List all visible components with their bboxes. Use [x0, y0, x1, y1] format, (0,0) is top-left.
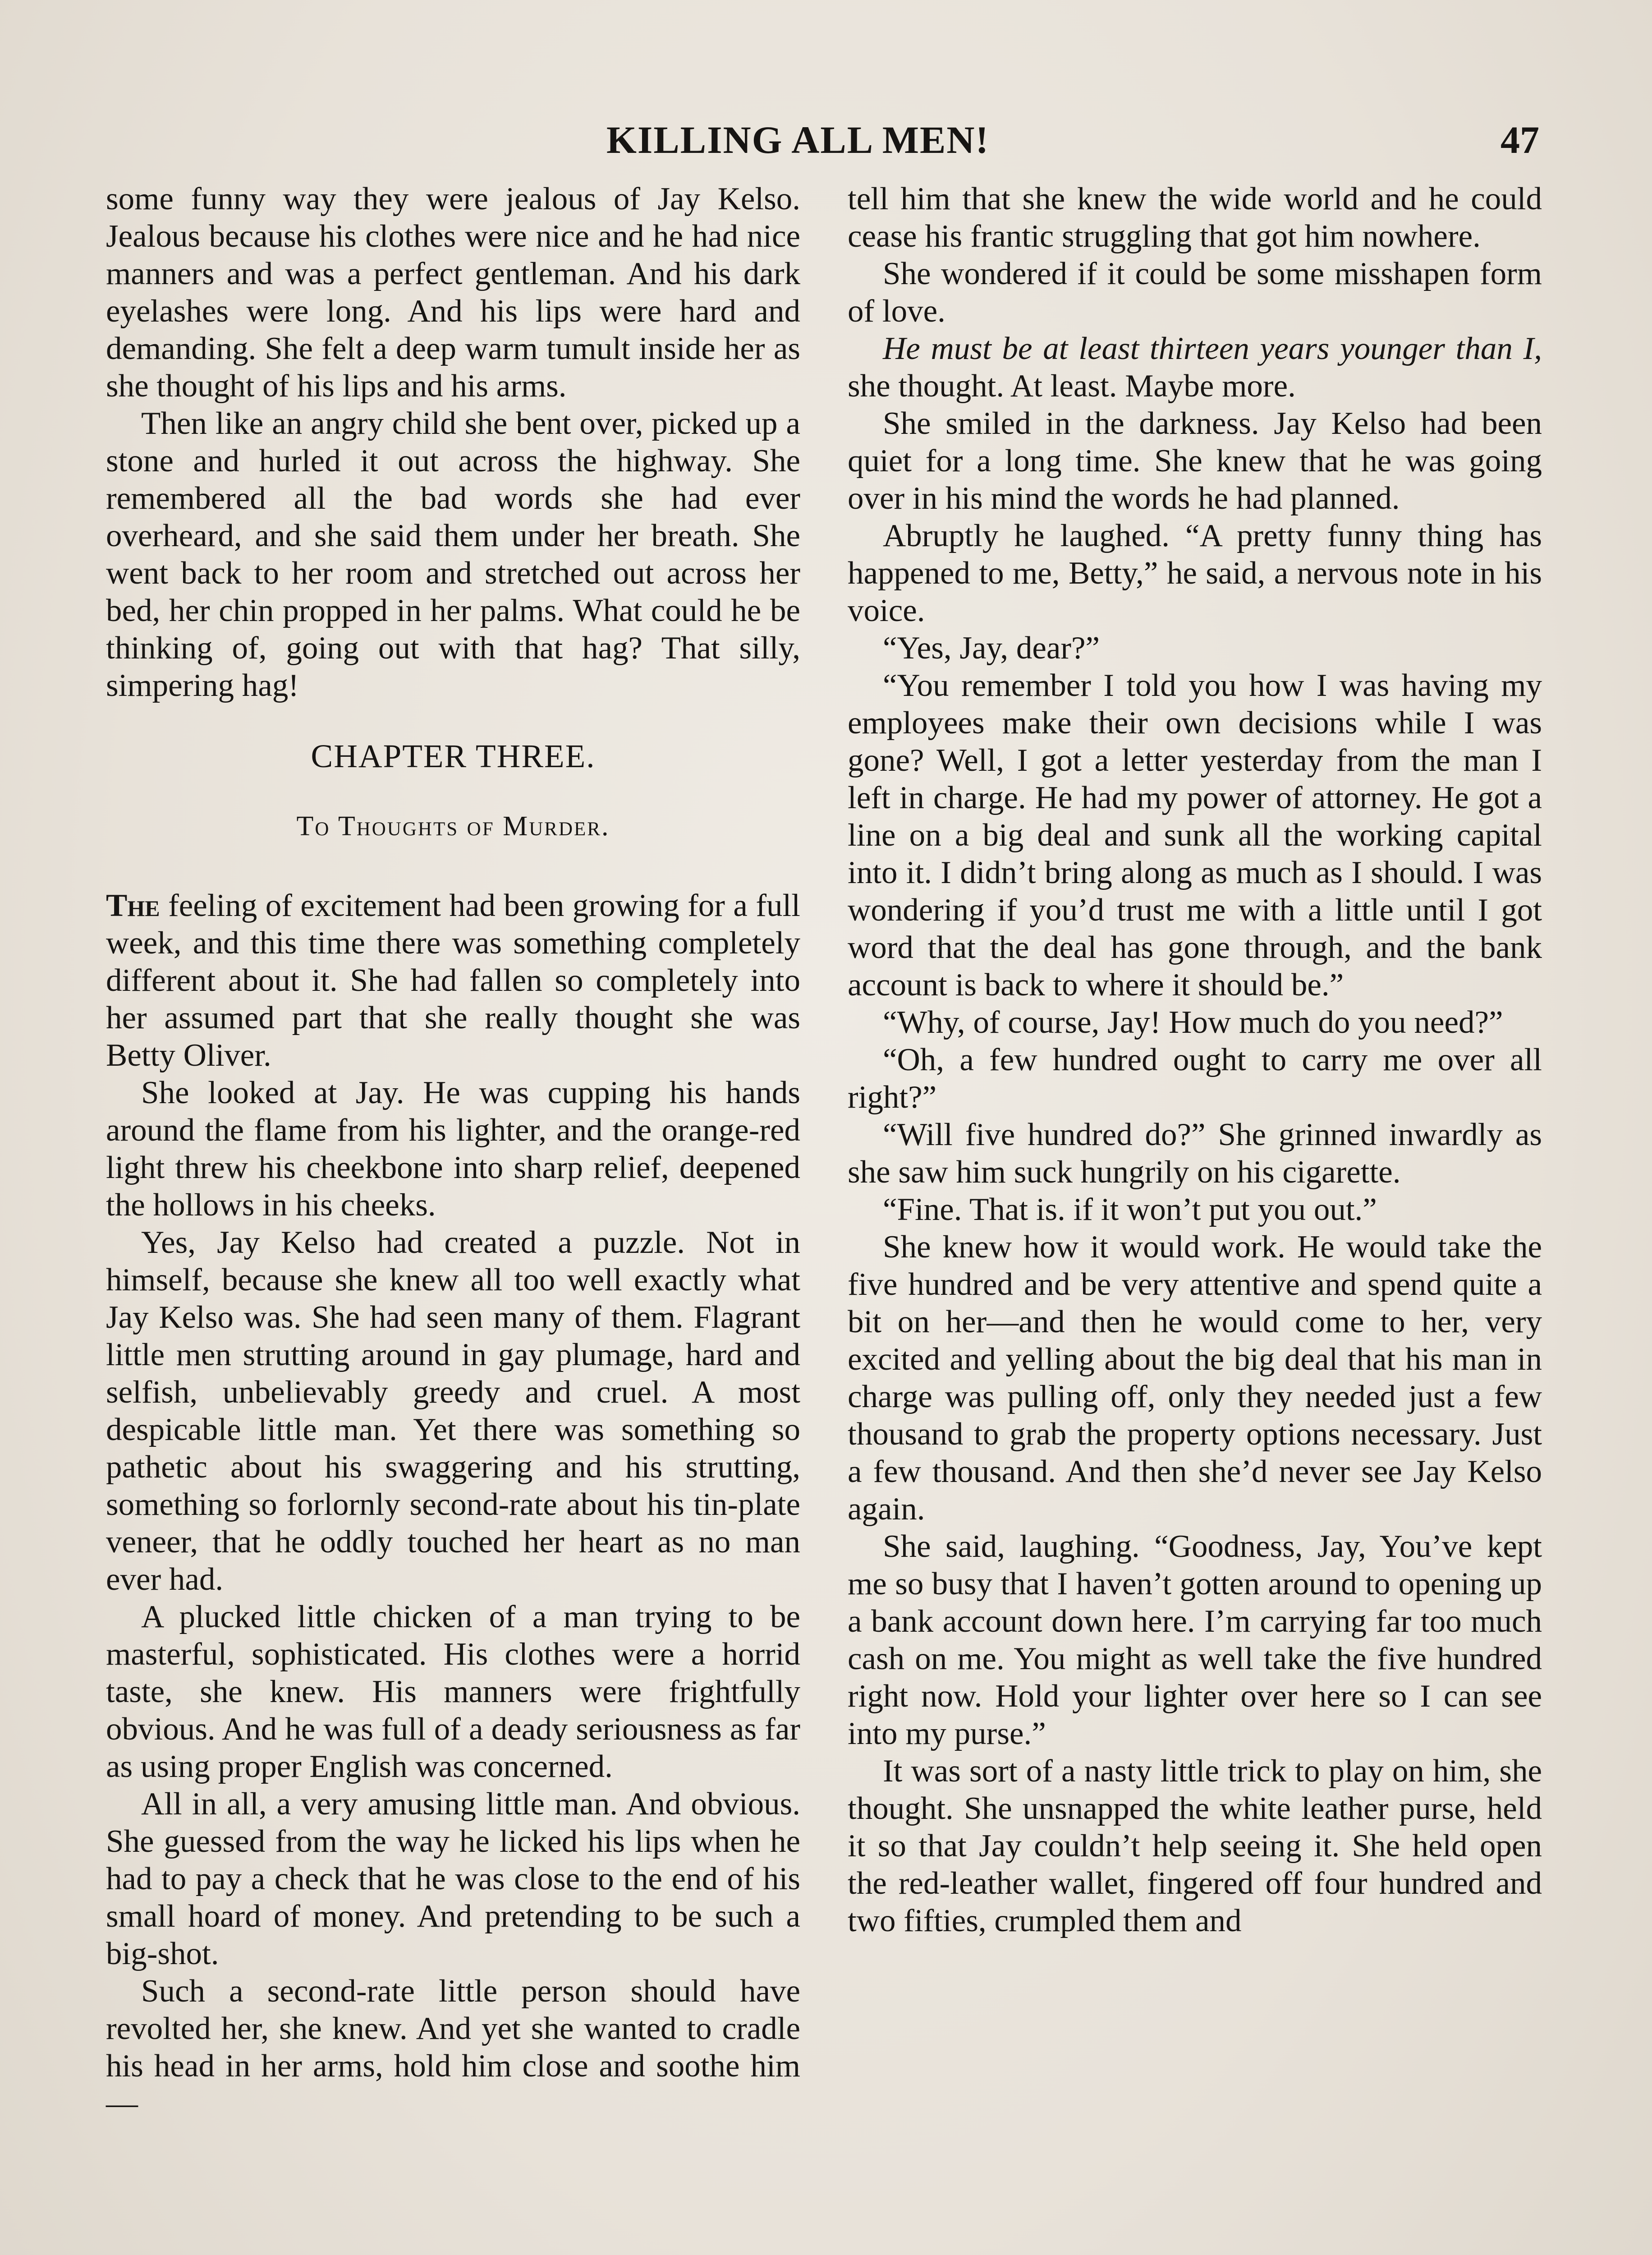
paragraph: “Yes, Jay, dear?”: [883, 630, 1100, 666]
paragraph: tell him that she knew the wide world and he could cease his frantic struggling that got him nowhere.: [848, 181, 1542, 254]
paragraph: Yes, Jay Kelso had created a puzzle. Not in himself, because she knew all too well exactly what Jay Kelso was. She had seen many of them. Flagrant little men strutting around in gay plumage, hard and selfish, unbelievably greedy and cruel. A most despicable little man. Yet there was something so pathetic about his swaggering and his strutting, something so forlornly second-rate about his tin-plate veneer, that he oddly touched her heart as no man ever had.: [106, 1225, 800, 1597]
paragraph: Abruptly he laughed. “A pretty funny thing has happened to me, Betty,” he said, a nervous note in his voice.: [848, 518, 1542, 628]
running-title: KILLING ALL MEN!: [606, 118, 990, 161]
paragraph: She said, laughing. “Goodness, Jay, You’ve kept me so busy that I haven’t gotten around to opening up a bank account down here. I’m carrying far too much cash on me. You might as well take the five hundred right now. Hold your lighter over here so I can see into my purse.”: [848, 1529, 1542, 1751]
paragraph: “Fine. That is. if it won’t put you out.”: [883, 1192, 1377, 1227]
italic-thought: He must be at least thirteen years younger than I,: [883, 331, 1542, 366]
running-head: [0, 113, 1652, 167]
paragraph-text: feeling of excitement had been growing for a full week, and this time there was something completely different about it. She had fallen so completely into her assumed part that she really thought she was Betty Oliver.: [106, 888, 800, 1073]
paragraph: “Oh, a few hundred ought to carry me over all right?”: [848, 1042, 1542, 1115]
paragraph: some funny way they were jealous of Jay Kelso. Jealous because his clothes were nice and he had nice manners and was a perfect gentleman. And his dark eyelashes were long. And his lips were hard and demanding. She felt a deep warm tumult inside her as she thought of his lips and his arms.: [106, 181, 800, 404]
paragraph: A plucked little chicken of a man trying to be masterful, sophisticated. His clothes were a horrid taste, she knew. His manners were frightfully obvious. And he was full of a deady seriousness as far as using proper English was concerned.: [106, 1599, 800, 1784]
paragraph: She wondered if it could be some misshapen form of love.: [848, 256, 1542, 329]
paragraph: “Will five hundred do?” She grinned inwardly as she saw him suck hungrily on his cigarette.: [848, 1117, 1542, 1190]
paragraph: She looked at Jay. He was cupping his hands around the flame from his lighter, and the orange-red light threw his cheekbone into sharp relief, deepened the hollows in his cheeks.: [106, 1075, 800, 1223]
paragraph: “Why, of course, Jay! How much do you need?”: [883, 1005, 1503, 1040]
chapter-heading: CHAPTER THREE.: [311, 738, 596, 774]
paragraph: “You remember I told you how I was having my employees make their own decisions while I was gone? Well, I got a letter yesterday from the man I left in charge. He had my power of attorney. He got a line on a big deal and sunk all the working capital into it. I didn’t bring along as much as I should. I was wondering if you’d trust me with a little until I got word that the deal has gone through, and the bank account is back to where it should be.”: [848, 668, 1542, 1003]
paragraph: She knew how it would work. He would take the five hundred and be very attentive and spend quite a bit on her—and then he would come to her, very excited and yelling about the big deal that his man in charge was pulling off, only they needed just a few thousand to grab the property options necessary. Just a few thousand. And then she’d never see Jay Kelso again.: [848, 1229, 1542, 1527]
paragraph-text: she thought. At least. Maybe more.: [848, 368, 1296, 404]
page-number: 47: [1501, 118, 1539, 161]
drop-lead-word: The: [106, 888, 160, 923]
paragraph: All in all, a very amusing little man. And obvious. She guessed from the way he licked his lips when he had to pay a check that he was close to the end of his small hoard of money. And pretending to be such a big-shot.: [106, 1786, 800, 1971]
paragraph: [848, 330, 1542, 405]
paragraph: Such a second-rate little person should have revolted her, she knew. And yet she wanted to cradle his head in her arms, hold him close and soothe him—: [106, 1974, 800, 2121]
paragraph: It was sort of a nasty little trick to play on him, she thought. She unsnapped the white leather purse, held it so that Jay couldn’t help seeing it. She held open the red-leather wallet, fingered off four hundred and two fifties, crumpled them and: [848, 1753, 1542, 1938]
paragraph: Then like an angry child she bent over, picked up a stone and hurled it out across the highway. She remembered all the bad words she had ever overheard, and she said them under her breath. She went back to her room and stretched out across her bed, her chin propped in her palms. What could he be thinking of, going out with that hag? That silly, simpering hag!: [106, 406, 800, 703]
paragraph: [106, 887, 800, 1074]
chapter-subheading: To Thoughts of Murder.: [296, 811, 610, 842]
right-column: [848, 180, 1542, 1940]
paragraph: She smiled in the darkness. Jay Kelso had been quiet for a long time. She knew that he was going over in his mind the words he had planned.: [848, 406, 1542, 516]
left-column: [106, 180, 800, 2122]
